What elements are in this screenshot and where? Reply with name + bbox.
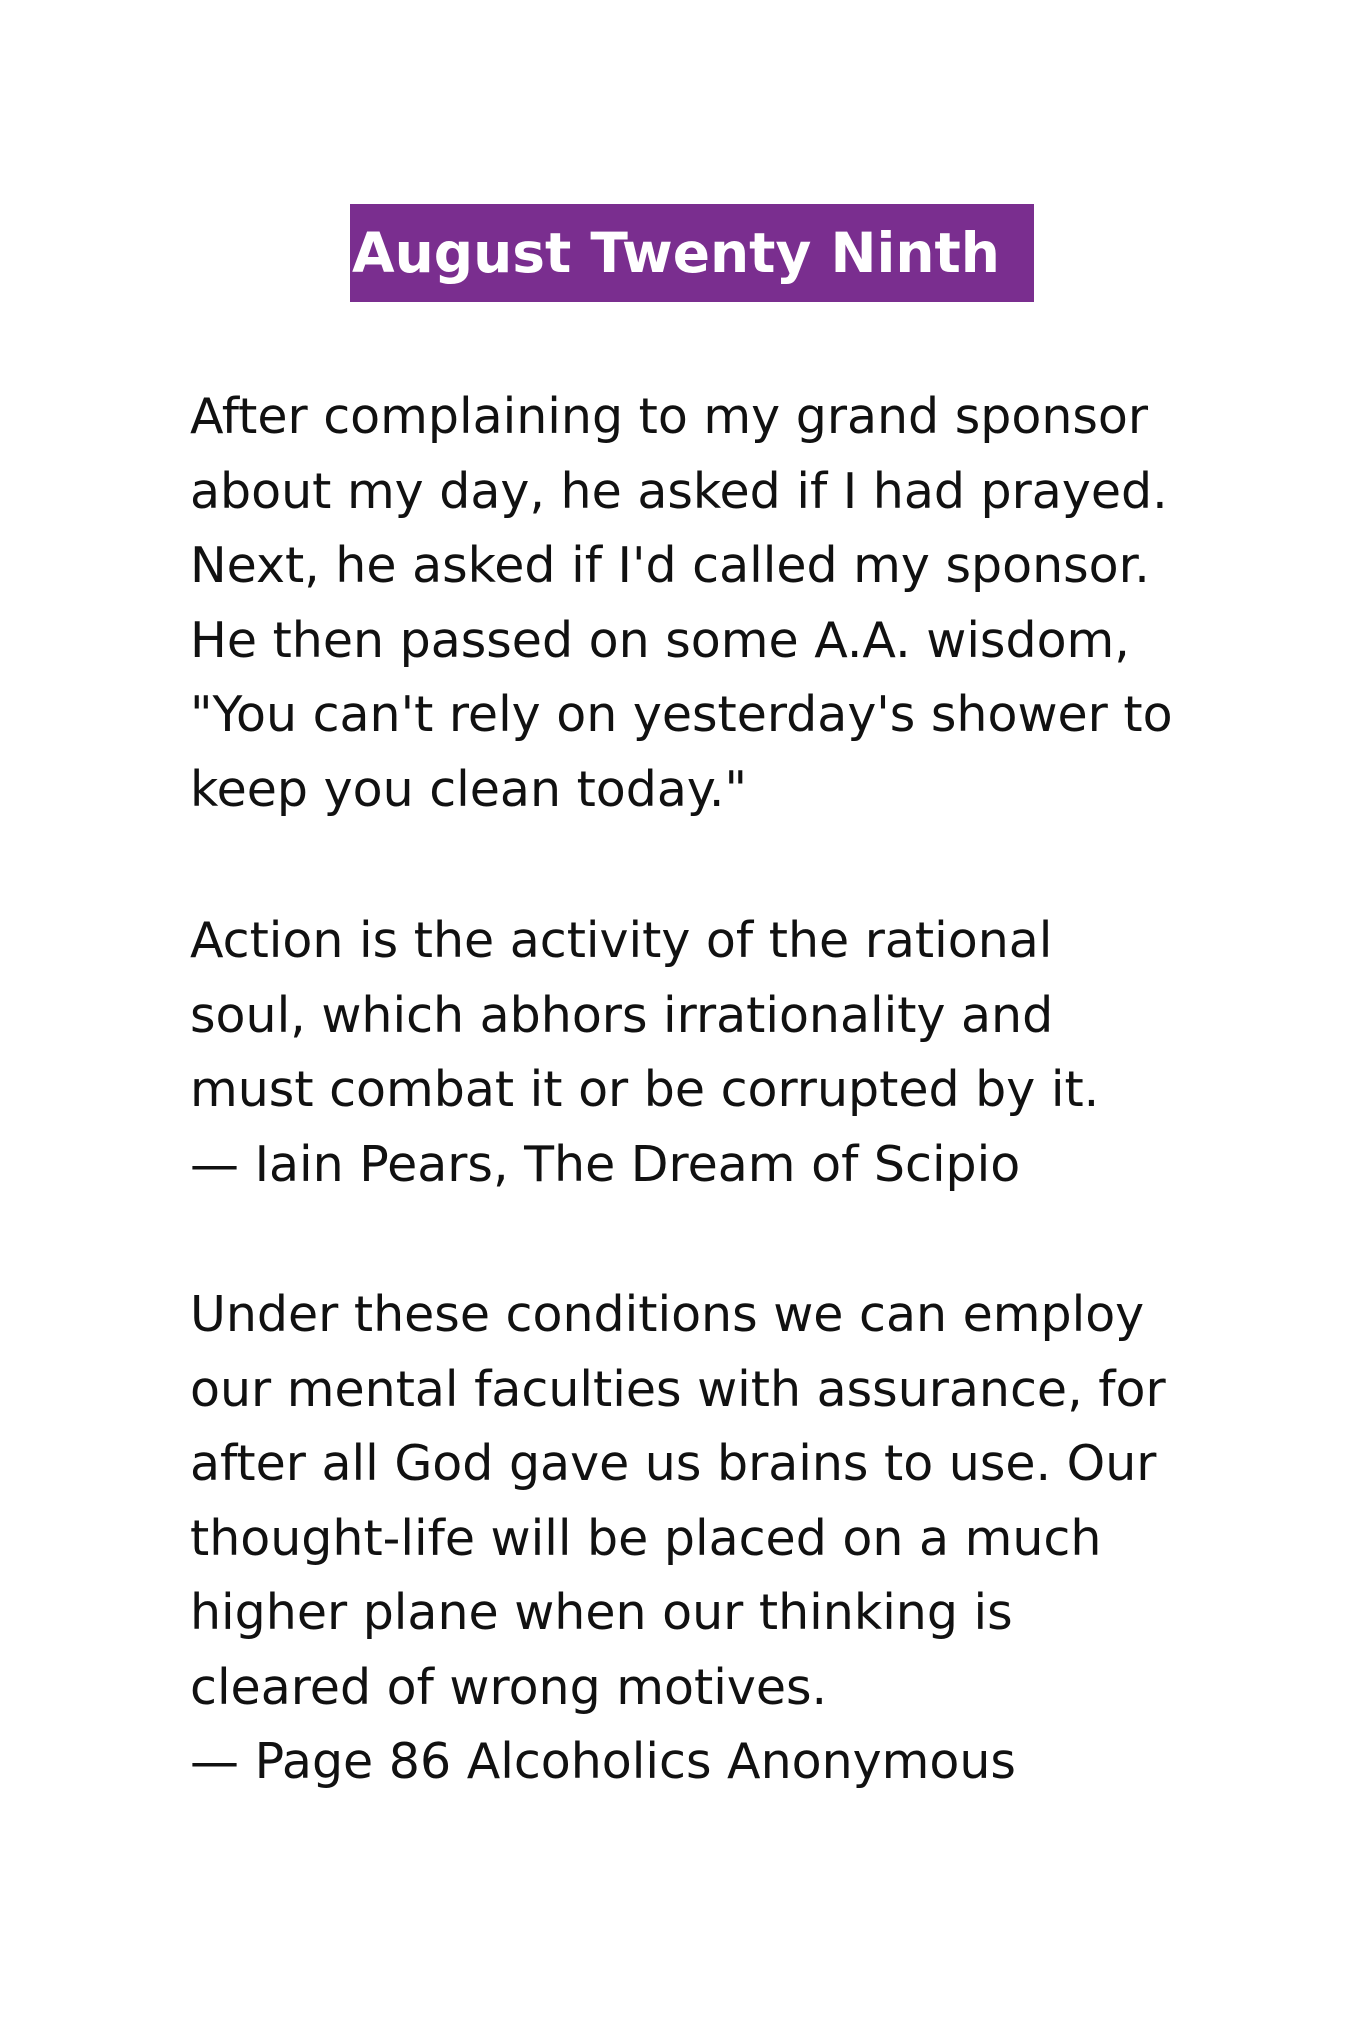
page-title: August Twenty Ninth: [350, 204, 1034, 302]
text-line: thought-life will be placed on a much: [190, 1509, 1102, 1567]
text-line: After complaining to my grand sponsor: [190, 388, 1149, 445]
text-line: soul, which abhors irrationality and: [190, 986, 1054, 1044]
text-line: about my day, he asked if I had prayed.: [190, 462, 1168, 520]
text-line: Action is the activity of the rational: [190, 912, 1053, 969]
text-line: after all God gave us brains to use. Our: [190, 1435, 1157, 1492]
text-line: Next, he asked if I'd called my sponsor.: [190, 537, 1150, 594]
big-book-paragraph: [190, 1278, 1230, 1800]
quote-attribution: — Iain Pears, The Dream of Scipio: [190, 1135, 1021, 1193]
quote-attribution: — Page 86 Alcoholics Anonymous: [190, 1733, 1016, 1790]
text-line: our mental faculties with assurance, for: [190, 1360, 1166, 1418]
text-line: Under these conditions we can employ: [190, 1286, 1145, 1343]
reflection-paragraph: [190, 380, 1230, 827]
text-line: must combat it or be corrupted by it.: [190, 1061, 1100, 1118]
text-line: "You can't rely on yesterday's shower to: [190, 686, 1173, 743]
quote-paragraph: [190, 904, 1230, 1202]
text-line: cleared of wrong motives.: [190, 1658, 828, 1716]
text-line: higher plane when our thinking is: [190, 1584, 1013, 1641]
text-line: keep you clean today.": [190, 760, 748, 818]
text-line: He then passed on some A.A. wisdom,: [190, 611, 1130, 669]
